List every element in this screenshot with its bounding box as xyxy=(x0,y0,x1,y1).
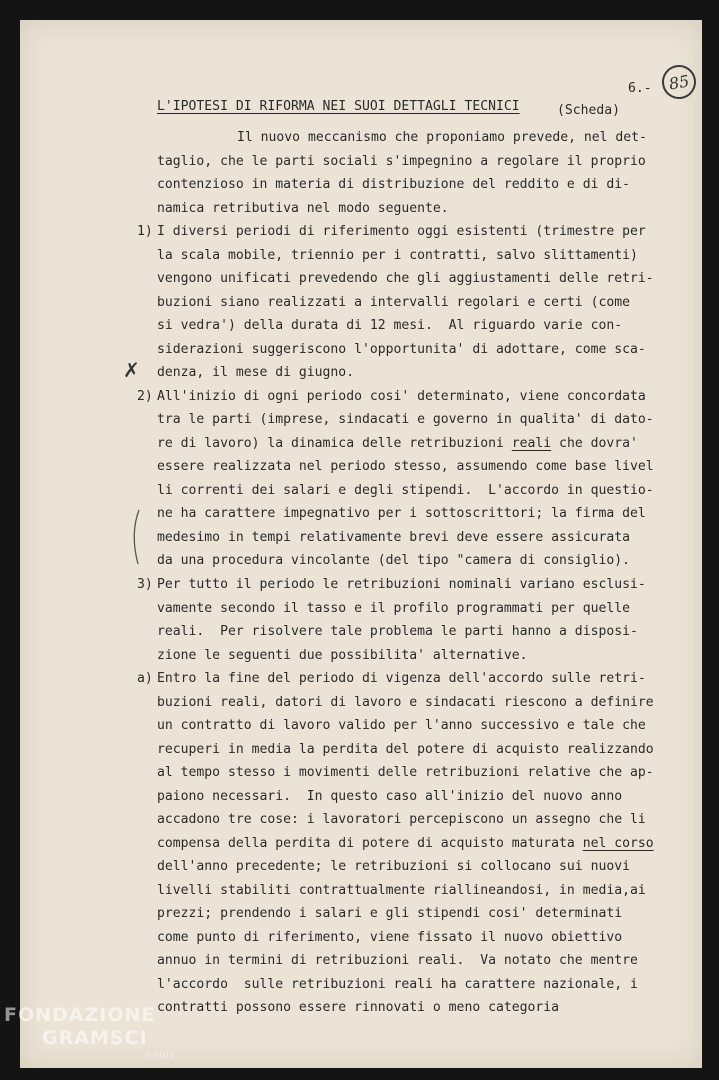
point1-line: vengono unificati prevedendo che gli aggiustamenti delle retri- xyxy=(157,271,654,286)
archive-stamp-number: 85 xyxy=(667,70,691,94)
point-a-line: al tempo stesso i movimenti delle retribuzioni relative che ap- xyxy=(157,765,654,780)
point-a-line: l'accordo sulle retribuzioni reali ha carattere nazionale, i xyxy=(157,977,638,992)
point1-line: siderazioni suggeriscono l'opportunita' di adottare, come sca- xyxy=(157,342,646,357)
point2-line: medesimo in tempi relativamente brevi deve essere assicurata xyxy=(157,530,630,545)
point-a-line: recuperi in media la perdita del potere di acquisto realizzando xyxy=(157,742,654,757)
point-a-line: buzioni reali, datori di lavoro e sindacati riescono a definire xyxy=(157,695,654,710)
point2-line: tra le parti (imprese, sindacati e governo in qualita' di dato- xyxy=(157,412,654,427)
point1-line: I diversi periodi di riferimento oggi esistenti (trimestre per xyxy=(157,224,646,239)
watermark-line2: GRAMSCI xyxy=(42,1027,148,1049)
point-a-line-underlined xyxy=(157,837,654,850)
point1-line: la scala mobile, triennio per i contratti, salvo slittamenti) xyxy=(157,248,638,263)
point2-line: da una procedura vincolante (del tipo "camera di consiglio). xyxy=(157,553,630,568)
point1-line: denza, il mese di giugno. xyxy=(157,365,355,380)
point-a-line: dell'anno precedente; le retribuzioni si collocano sui nuovi xyxy=(157,859,630,874)
point2-line: All'inizio di ogni periodo cosi' determinato, viene concordata xyxy=(157,389,646,404)
point3-line: zione le seguenti due possibilita' alternative. xyxy=(157,648,528,663)
intro-line: taglio, che le parti sociali s'impegnino a regolare il proprio xyxy=(157,154,646,169)
watermark-line1: FONDAZIONE xyxy=(4,1004,156,1026)
point-a-line: paiono necessari. In questo caso all'inizio del nuovo anno xyxy=(157,789,623,804)
point-a-line: Entro la fine del periodo di vigenza dell'accordo sulle retri- xyxy=(157,671,646,686)
title-note: (Scheda) xyxy=(557,103,621,118)
archive-stamp xyxy=(659,62,698,101)
point1-line: si vedra') della durata di 12 mesi. Al riguardo varie con- xyxy=(157,318,623,333)
point2-line-part: che dovra' xyxy=(551,436,638,451)
point2-line-underlined xyxy=(157,437,638,450)
point2-line-part: re di lavoro) la dinamica delle retribuzioni xyxy=(157,436,512,451)
point-a-line-part: compensa della perdita di potere di acquisto maturata xyxy=(157,836,583,851)
document-page xyxy=(20,20,702,1068)
point-a-line: un contratto di lavoro valido per l'anno successivo e tale che xyxy=(157,718,646,733)
point-a-line: livelli stabiliti contrattualmente riallineandosi, in media,ai xyxy=(157,883,646,898)
point-a-line: annuo in termini di retribuzioni reali. Va notato che mentre xyxy=(157,953,638,968)
point3-line: reali. Per risolvere tale problema le parti hanno a disposi- xyxy=(157,624,638,639)
watermark-line3: onlus xyxy=(146,1051,176,1061)
point1-line: buzioni siano realizzati a intervalli regolari e certi (come xyxy=(157,295,630,310)
intro-line: Il nuovo meccanismo che proponiamo prevede, nel det- xyxy=(237,130,647,145)
point-a-line: contratti possono essere rinnovati o meno categoria xyxy=(157,1000,560,1015)
document-title: L'IPOTESI DI RIFORMA NEI SUOI DETTAGLI TECNICI xyxy=(157,99,520,114)
handwritten-cross-mark: ✗ xyxy=(123,358,140,382)
point-marker: 2) xyxy=(137,389,153,404)
underlined-phrase: nel corso xyxy=(582,836,654,851)
point-a-line: come punto di riferimento, viene fissato il nuovo obiettivo xyxy=(157,930,623,945)
intro-line: contenzioso in materia di distribuzione del reddito e di di- xyxy=(157,177,630,192)
handwritten-bracket-mark xyxy=(128,508,142,568)
point3-line: vamente secondo il tasso e il profilo programmati per quelle xyxy=(157,601,630,616)
point2-line: li correnti dei salari e degli stipendi. L'accordo in questio- xyxy=(157,483,654,498)
point-marker: a) xyxy=(137,671,153,686)
point3-line: Per tutto il periodo le retribuzioni nominali variano esclusi- xyxy=(157,577,646,592)
intro-line: namica retributiva nel modo seguente. xyxy=(157,201,449,216)
point-marker: 1) xyxy=(137,224,153,239)
point-marker: 3) xyxy=(137,577,153,592)
point-a-line: prezzi; prendendo i salari e gli stipendi cosi' determinati xyxy=(157,906,623,921)
point2-line: ne ha carattere impegnativo per i sottoscrittori; la firma del xyxy=(157,506,646,521)
point2-line: essere realizzata nel periodo stesso, assumendo come base livel xyxy=(157,459,654,474)
underlined-word: reali xyxy=(511,436,552,451)
point-a-line: accadono tre cose: i lavoratori percepiscono un assegno che li xyxy=(157,812,646,827)
page-number: 6.- xyxy=(628,81,652,96)
